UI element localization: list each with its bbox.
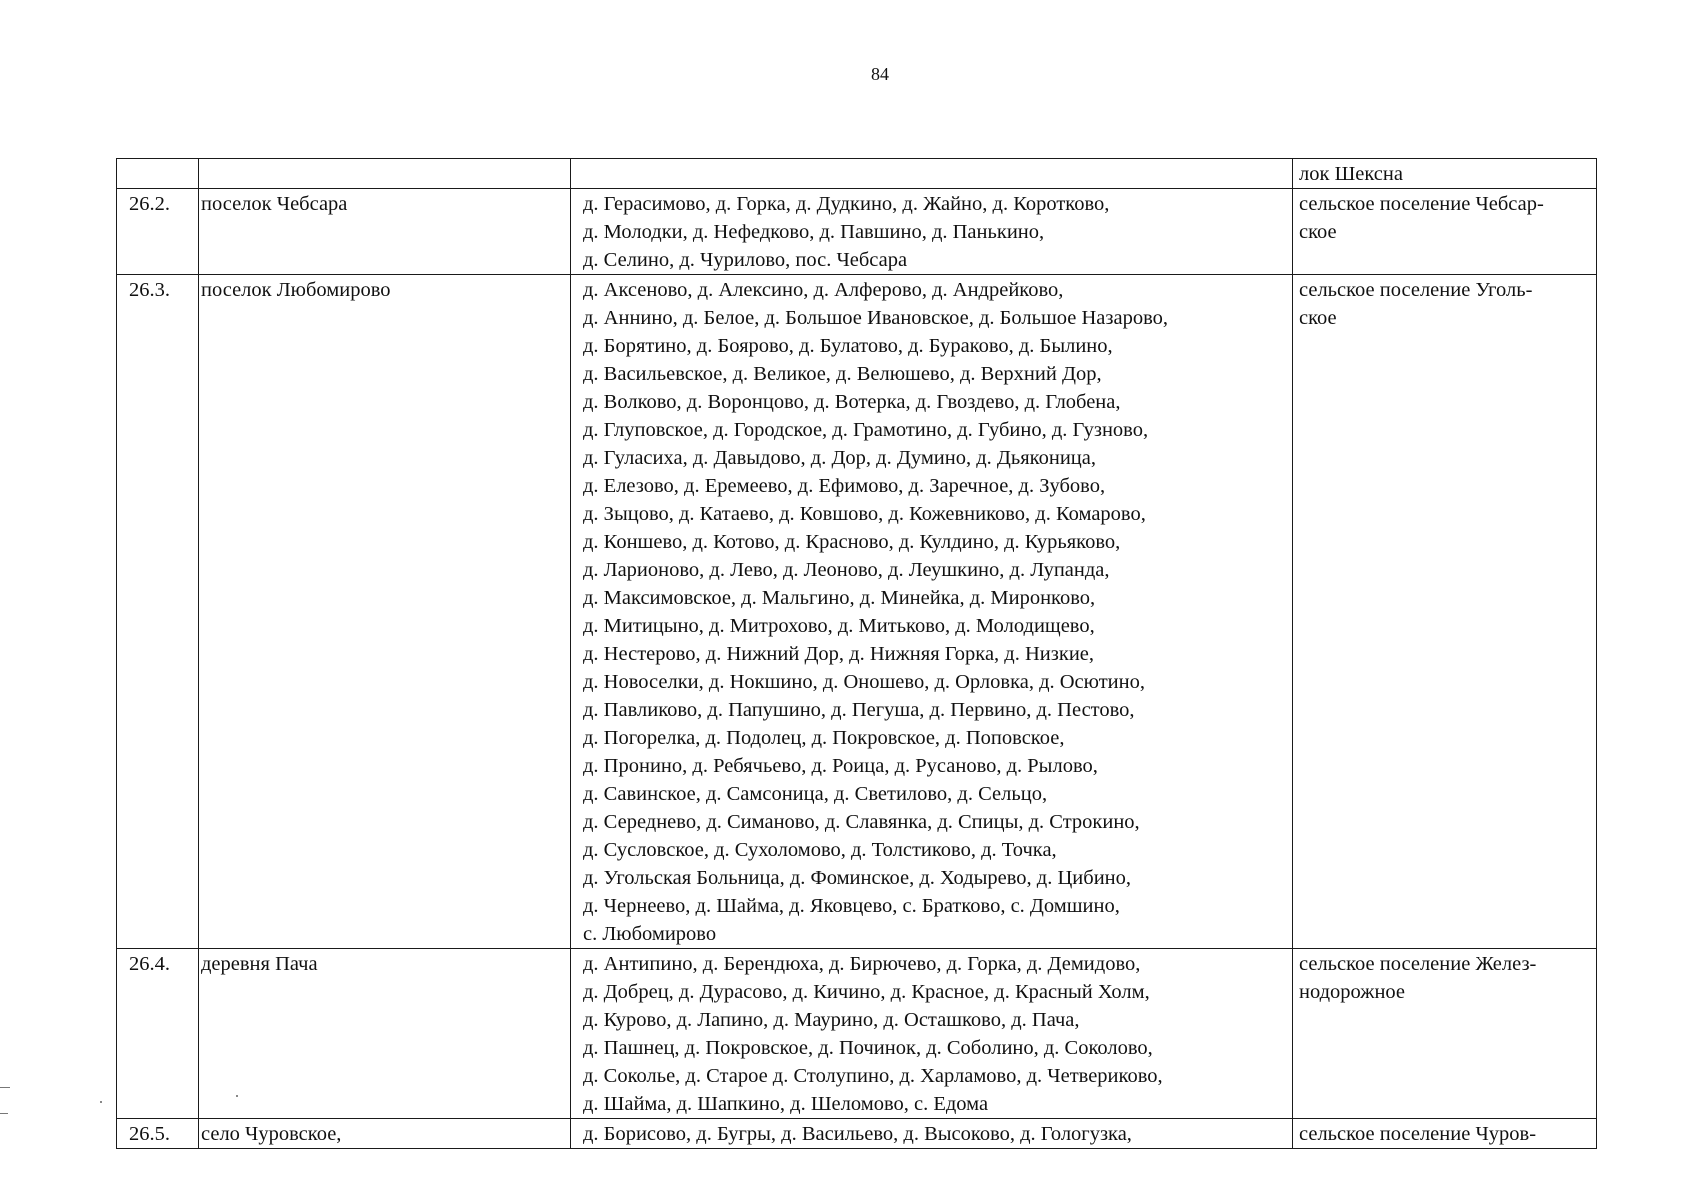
row-place: поселок Любомирово: [199, 275, 571, 949]
row-number: 26.3.: [117, 275, 199, 949]
row-place: деревня Пача: [199, 949, 571, 1119]
row-place: поселок Чебсара: [199, 189, 571, 275]
row-place: [199, 159, 571, 189]
scan-artifact: [100, 1101, 102, 1103]
row-villages: д. Герасимово, д. Горка, д. Дудкино, д. Жайно, д. Коротково, д. Молодки, д. Нефедково, д. Павшино, д. Панькино, д. Селино, д. Чурилово, пос. Чебсара: [571, 189, 1293, 275]
row-villages: д. Аксеново, д. Алексино, д. Алферово, д. Андрейково, д. Аннино, д. Белое, д. Большое Ивановское, д. Большое Назарово, д. Борятино, д. Боярово, д. Булатово, д. Бураково, д. Былино, д. Васильевское, д. Великое, д. Велюшево, д. Верхний Дор, д. Волково, д. Воронцово, д. Вотерка, д. Гвоздево, д. Глобена, д. Глуповское, д. Городское, д. Грамотино, д. Губино, д. Гузново, д. Гуласиха, д. Давыдово, д. Дор, д. Думино, д. Дьяконица, д. Елезово, д. Еремеево, д. Ефимово, д. Заречное, д. Зубово, д. Зыцово, д. Катаево, д. Ковшово, д. Кожевниково, д. Комарово, д. Коншево, д. Котово, д. Красново, д. Кулдино, д. Курьяково, д. Ларионово, д. Лево, д. Леоново, д. Леушкино, д. Лупанда, д. Максимовское, д. Мальгино, д. Минейка, д. Миронково, д. Митицыно, д. Митрохово, д. Митьково, д. Молодищево, д. Нестерово, д. Нижний Дор, д. Нижняя Горка, д. Низкие, д. Новоселки, д. Нокшино, д. Оношево, д. Орловка, д. Осютино, д. Павликово, д. Папушино, д. Пегуша, д. Первино, д. Пестово, д. Погорелка, д. Подолец, д. Покровское, д. Поповское, д. Пронино, д. Ребячьево, д. Роица, д. Русаново, д. Рылово, д. Савинское, д. Самсоница, д. Светилово, д. Сельцо, д. Середнево, д. Симаново, д. Славянка, д. Спицы, д. Строкино, д. Сусловское, д. Сухоломово, д. Толстиково, д. Точка, д. Угольская Больница, д. Фоминское, д. Ходырево, д. Цибино, д. Чернеево, д. Шайма, д. Яковцево, с. Братково, с. Домшино, с. Любомирово: [571, 275, 1293, 949]
row-villages: д. Антипино, д. Берендюха, д. Бирючево, д. Горка, д. Демидово, д. Добрец, д. Дурасово, д. Кичино, д. Красное, д. Красный Холм, д. Курово, д. Лапино, д. Маурино, д. Осташково, д. Пача, д. Пашнец, д. Покровское, д. Починок, д. Соболино, д. Соколово, д. Соколье, д. Старое д. Столупино, д. Харламово, д. Четвериково, д. Шайма, д. Шапкино, д. Шеломово, с. Едома: [571, 949, 1293, 1119]
scan-artifact: [236, 1095, 238, 1097]
table-row: [117, 1119, 1597, 1149]
scan-artifact: [0, 1113, 8, 1114]
table-row: [117, 189, 1597, 275]
row-place: село Чуровское,: [199, 1119, 571, 1149]
scan-artifact: [0, 1087, 10, 1088]
row-settlement: сельское поселение Уголь- ское: [1293, 275, 1597, 949]
row-settlement: сельское поселение Желез- нодорожное: [1293, 949, 1597, 1119]
table-row: [117, 949, 1597, 1119]
table-row: [117, 275, 1597, 949]
row-number: [117, 159, 199, 189]
row-number: 26.2.: [117, 189, 199, 275]
settlements-table: [116, 158, 1597, 1149]
row-settlement: сельское поселение Чебсар- ское: [1293, 189, 1597, 275]
row-number: 26.4.: [117, 949, 199, 1119]
row-settlement: лок Шексна: [1293, 159, 1597, 189]
row-settlement: сельское поселение Чуров-: [1293, 1119, 1597, 1149]
row-number: 26.5.: [117, 1119, 199, 1149]
page-number: 84: [871, 64, 889, 84]
table-row: [117, 159, 1597, 189]
row-villages: д. Борисово, д. Бугры, д. Васильево, д. Высоково, д. Гологузка,: [571, 1119, 1293, 1149]
row-villages: [571, 159, 1293, 189]
